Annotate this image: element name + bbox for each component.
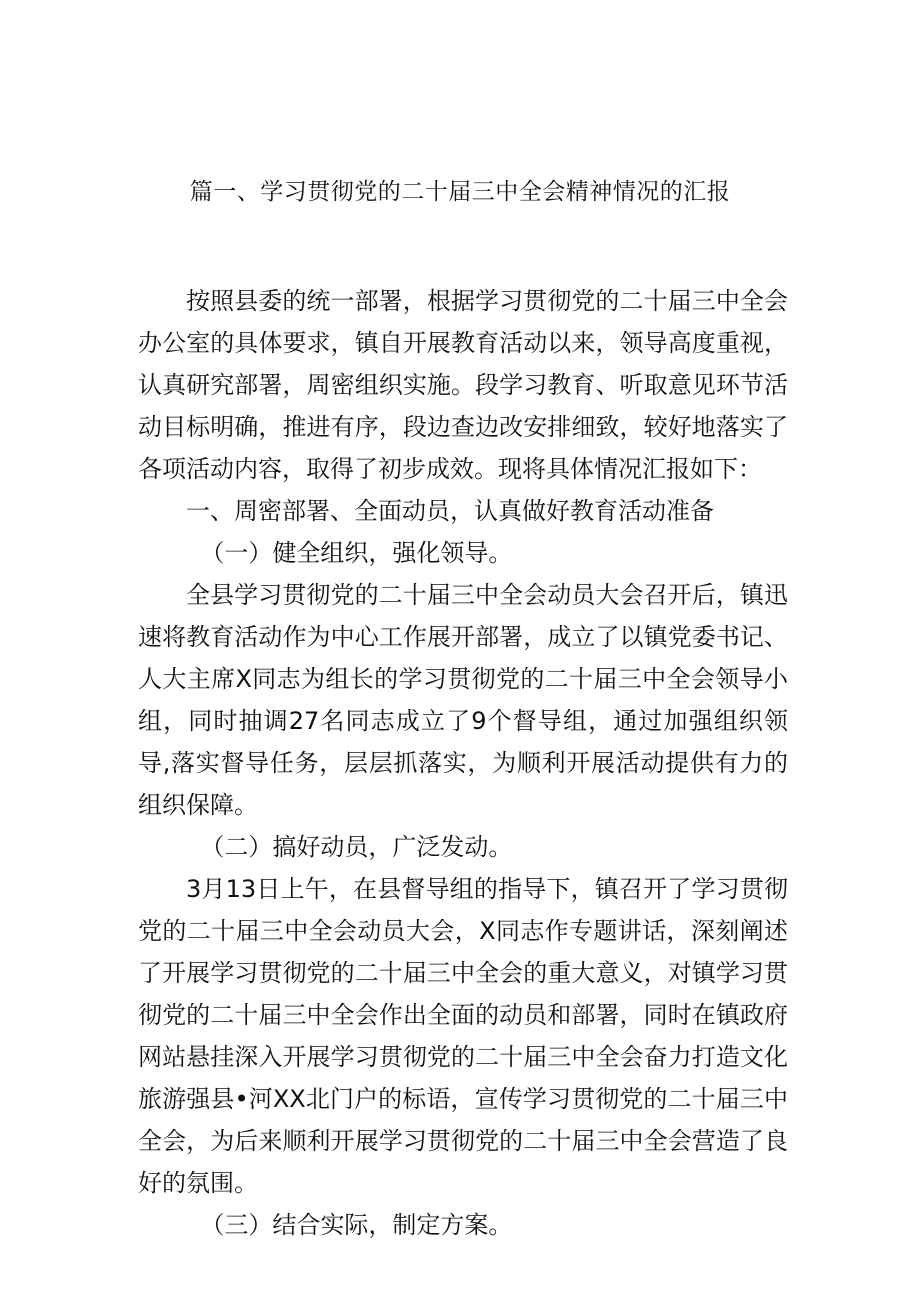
subsection-heading-3: （三）结合实际，制定方案。 — [200, 1211, 513, 1239]
section-heading-1: 一、周密部署、全面动员，认真做好教育活动准备 — [186, 497, 714, 525]
subsection-1-paragraph: 全县学习贯彻党的二十届三中全会动员大会召开后，镇迅速将教育活动作为中心工作展开部署，成立了以镇党委书记、人大主席X同志为组长的学习贯彻党的二十届三中全会领导小组，同时抽调27名同志成立了9个督导组，通过加强组织领导,落实督导任务，层层抓落实，为顺利开展活动提供有力的组织保障。 — [138, 581, 788, 819]
subsection-heading-1: （一）健全组织，强化领导。 — [200, 539, 513, 567]
subsection-heading-2: （二）搞好动员，广泛发动。 — [200, 833, 513, 861]
document-body — [138, 280, 788, 1246]
subsection-2-paragraph: 3月13日上午，在县督导组的指导下，镇召开了学习贯彻党的二十届三中全会动员大会，X同志作专题讲话，深刻阐述了开展学习贯彻党的二十届三中全会的重大意义，对镇学习贯彻党的二十届三中全会作出全面的动员和部署，同时在镇政府网站悬挂深入开展学习贯彻党的二十届三中全会奋力打造文化旅游强县•河XX北门户的标语，宣传学习贯彻党的二十届三中全会，为后来顺利开展学习贯彻党的二十届三中全会营造了良好的氛围。 — [138, 875, 788, 1197]
intro-paragraph: 按照县委的统一部署，根据学习贯彻党的二十届三中全会办公室的具体要求，镇自开展教育活动以来，领导高度重视，认真研究部署，周密组织实施。段学习教育、听取意见环节活动目标明确，推进有序，段边查边改安排细致，较好地落实了各项活动内容，取得了初步成效。现将具体情况汇报如下： — [138, 287, 788, 483]
document-title: 篇一、学习贯彻党的二十届三中全会精神情况的汇报 — [189, 179, 731, 205]
